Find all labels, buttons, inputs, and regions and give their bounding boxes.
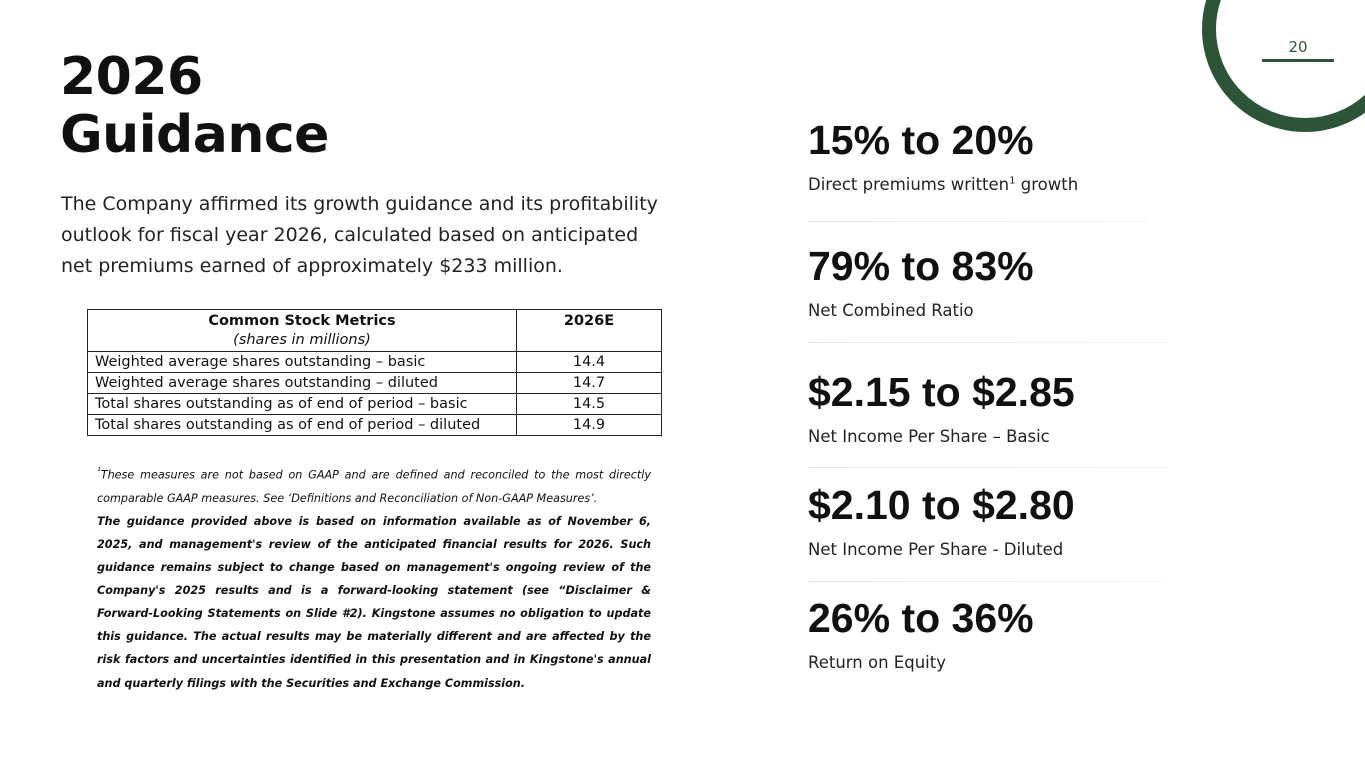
row-value: 14.9 bbox=[517, 415, 662, 436]
kpi-label bbox=[808, 175, 1168, 195]
kpi-label: Net Income Per Share - Diluted bbox=[808, 540, 1064, 559]
kpi-direct-premiums bbox=[808, 117, 1168, 195]
table-header-value: 2026E bbox=[517, 310, 662, 352]
kpi-label-text: Direct premiums written bbox=[808, 175, 1010, 194]
footnote-non-gaap bbox=[97, 460, 651, 510]
table-row bbox=[88, 373, 662, 394]
kpi-label-superscript: 1 bbox=[1009, 175, 1016, 187]
kpi-value: 26% to 36% bbox=[808, 595, 1034, 641]
kpi-label: Return on Equity bbox=[808, 653, 946, 672]
footnote-non-gaap-text: These measures are not based on GAAP and are defined and reconciled to the most directly comparable GAAP measures. See ‘Definitions and Reconciliation of Non-GAAP Measures’. bbox=[97, 468, 651, 505]
table-header-subtitle: (shares in millions) bbox=[233, 332, 371, 348]
kpi-value: 79% to 83% bbox=[808, 243, 1034, 289]
title-word: Guidance bbox=[60, 105, 329, 165]
intro-paragraph: The Company affirmed its growth guidance and its profitability outlook for fiscal year 2026, calculated based on anticipated net premiums earned of approximately $233 million. bbox=[61, 193, 658, 277]
kpi-label-suffix: growth bbox=[1015, 175, 1079, 194]
kpi-divider bbox=[808, 342, 1168, 343]
common-stock-metrics-table bbox=[87, 309, 662, 436]
kpi-return-on-equity bbox=[808, 595, 1168, 673]
title-year: 2026 bbox=[60, 47, 203, 107]
kpi-label: Net Combined Ratio bbox=[808, 301, 974, 320]
row-value: 14.5 bbox=[517, 394, 662, 415]
table-row bbox=[88, 394, 662, 415]
kpi-value: $2.15 to $2.85 bbox=[808, 369, 1075, 415]
kpi-divider bbox=[808, 467, 1168, 468]
kpi-divider bbox=[808, 221, 1148, 222]
kpi-label: Net Income Per Share – Basic bbox=[808, 427, 1050, 446]
kpi-net-combined-ratio bbox=[808, 243, 1168, 321]
page-number: 20 bbox=[1288, 38, 1308, 56]
decorative-ring bbox=[1202, 0, 1365, 132]
page-number-underline bbox=[1262, 59, 1334, 62]
row-value: 14.7 bbox=[517, 373, 662, 394]
row-label: Total shares outstanding as of end of period – diluted bbox=[88, 415, 517, 436]
row-label: Weighted average shares outstanding – diluted bbox=[88, 373, 517, 394]
row-label: Weighted average shares outstanding – basic bbox=[88, 352, 517, 373]
footnote bbox=[97, 460, 651, 695]
footnote-disclaimer: The guidance provided above is based on information available as of November 6, 2025, and management's review of the anticipated financial results for 2026. Such guidance remains subject to change based on management's ongoing review of the Company's 2025 results and is a forward-looking statement (see “Disclaimer & Forward-Looking Statements on Slide #2). Kingstone assumes no obligation to update this guidance. The actual results may be materially different and are affected by the risk factors and uncertainties identified in this presentation and in Kingstone's annual and quarterly filings with the Securities and Exchange Commission. bbox=[97, 514, 651, 690]
row-label: Total shares outstanding as of end of period – basic bbox=[88, 394, 517, 415]
table-header-title: Common Stock Metrics bbox=[208, 313, 396, 329]
kpi-value: 15% to 20% bbox=[808, 117, 1034, 163]
table-header-label bbox=[88, 310, 517, 352]
table-row bbox=[88, 352, 662, 373]
table-header-row bbox=[88, 310, 662, 352]
footnote-marker: ¹ bbox=[97, 466, 101, 477]
kpi-divider bbox=[808, 581, 1163, 582]
row-value: 14.4 bbox=[517, 352, 662, 373]
kpi-net-income-basic bbox=[808, 369, 1168, 447]
kpi-value: $2.10 to $2.80 bbox=[808, 482, 1075, 528]
table-row bbox=[88, 415, 662, 436]
page-title bbox=[60, 48, 329, 164]
kpi-net-income-diluted bbox=[808, 482, 1168, 560]
